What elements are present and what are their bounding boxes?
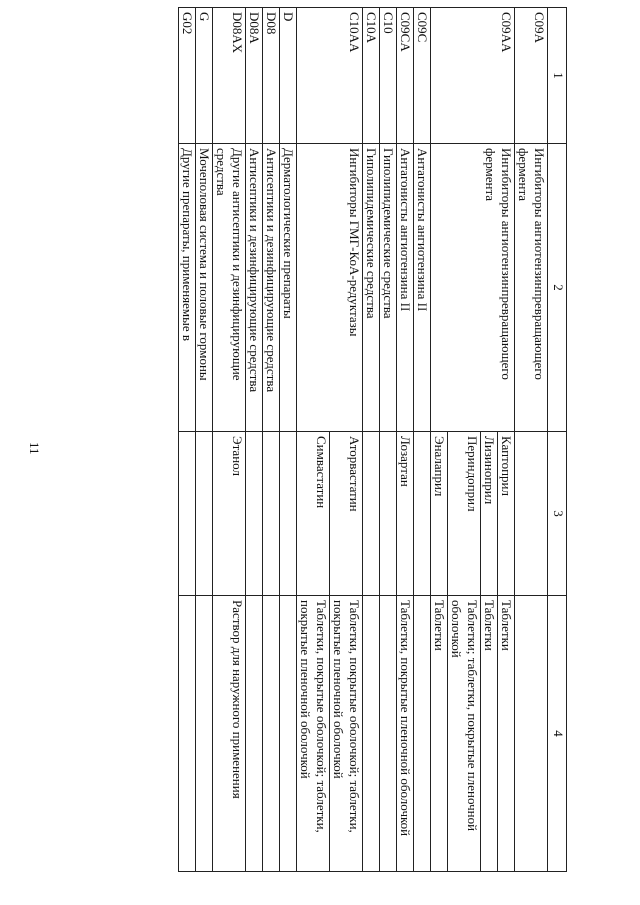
drug-name-cell <box>414 432 431 596</box>
dosage-form-cell <box>414 596 431 872</box>
dosage-form-cell: Таблетки; таблетки, покрытые пленочной оболочкой <box>448 596 481 872</box>
group-name-cell: Другие антисептики и дезинфицирующие средства <box>213 144 246 432</box>
dosage-form-cell: Таблетки, покрытые оболочкой; таблетки, покрытые пленочной оболочкой <box>330 596 363 872</box>
table-row <box>263 8 280 872</box>
drug-name-cell <box>263 432 280 596</box>
drug-name-cell: Лизиноприл <box>481 432 498 596</box>
group-name-cell: Гиполипидемические средства <box>363 144 380 432</box>
page-number: 11 <box>27 442 42 455</box>
table-row <box>363 8 380 872</box>
table-row <box>380 8 397 872</box>
dosage-form-cell: Таблетки <box>481 596 498 872</box>
drug-name-cell: Симвастатин <box>297 432 330 596</box>
group-name-cell: Другие препараты, применяемые в <box>179 144 196 432</box>
drug-name-cell <box>280 432 297 596</box>
drug-name-cell <box>179 432 196 596</box>
drug-name-cell <box>246 432 263 596</box>
drug-name-cell: Каптоприл <box>498 432 515 596</box>
table-row <box>196 8 213 872</box>
atc-code-cell: G <box>196 8 213 144</box>
dosage-form-cell: Таблетки <box>498 596 515 872</box>
dosage-form-cell <box>280 596 297 872</box>
drug-name-cell <box>380 432 397 596</box>
header-cell: 3 <box>548 432 567 596</box>
atc-code-cell: C09CA <box>397 8 414 144</box>
group-name-cell: Ингибиторы ангиотензинпревращающего фермента <box>431 144 515 432</box>
atc-code-cell: C10A <box>363 8 380 144</box>
dosage-form-cell <box>363 596 380 872</box>
drug-name-cell: Аторвастатин <box>330 432 363 596</box>
group-name-cell: Гиполипидемические средства <box>380 144 397 432</box>
dosage-form-cell: Раствор для наружного применения <box>213 596 246 872</box>
dosage-form-cell <box>380 596 397 872</box>
table-row <box>515 8 548 872</box>
atc-code-cell: D08 <box>263 8 280 144</box>
header-cell: 2 <box>548 144 567 432</box>
atc-code-cell: D08A <box>246 8 263 144</box>
dosage-form-cell <box>179 596 196 872</box>
atc-code-cell: D <box>280 8 297 144</box>
atc-code-cell: C10AA <box>297 8 363 144</box>
dosage-form-cell: Таблетки <box>431 596 448 872</box>
group-name-cell: Ингибиторы ангиотензинпревращающего фермента <box>515 144 548 432</box>
drug-name-cell: Этанол <box>213 432 246 596</box>
group-name-cell: Антагонисты ангиотензина II <box>397 144 414 432</box>
table-row <box>280 8 297 872</box>
header-cell: 4 <box>548 596 567 872</box>
drug-name-cell: Лозартан <box>397 432 414 596</box>
table-row <box>498 8 515 872</box>
rotated-table-container <box>57 7 567 871</box>
drug-name-cell <box>196 432 213 596</box>
group-name-cell: Антисептики и дезинфицирующие средства <box>246 144 263 432</box>
drug-name-cell <box>363 432 380 596</box>
group-name-cell: Ингибиторы ГМГ-КоА-редуктазы <box>297 144 363 432</box>
dosage-form-cell <box>515 596 548 872</box>
atc-code-cell: C10 <box>380 8 397 144</box>
dosage-form-cell <box>246 596 263 872</box>
atc-code-cell: D08AX <box>213 8 246 144</box>
dosage-form-cell <box>196 596 213 872</box>
table-row <box>179 8 196 872</box>
atc-code-cell: G02 <box>179 8 196 144</box>
group-name-cell: Антагонисты ангиотензина II <box>414 144 431 432</box>
drug-name-cell: Периндоприл <box>448 432 481 596</box>
table-row <box>213 8 246 872</box>
dosage-form-cell: Таблетки, покрытые оболочкой; таблетки, покрытые пленочной оболочкой <box>297 596 330 872</box>
table-row <box>246 8 263 872</box>
drug-table <box>178 7 567 872</box>
table-row <box>397 8 414 872</box>
group-name-cell: Антисептики и дезинфицирующие средства <box>263 144 280 432</box>
group-name-cell: Мочеполовая система и половые гормоны <box>196 144 213 432</box>
header-row <box>548 8 567 872</box>
drug-name-cell: Эналаприл <box>431 432 448 596</box>
drug-name-cell <box>515 432 548 596</box>
group-name-cell: Дерматологические препараты <box>280 144 297 432</box>
dosage-form-cell <box>263 596 280 872</box>
atc-code-cell: C09C <box>414 8 431 144</box>
dosage-form-cell: Таблетки, покрытые пленочной оболочкой <box>397 596 414 872</box>
table-row <box>414 8 431 872</box>
atc-code-cell: C09A <box>515 8 548 144</box>
atc-code-cell: C09AA <box>431 8 515 144</box>
table-row <box>330 8 363 872</box>
header-cell: 1 <box>548 8 567 144</box>
